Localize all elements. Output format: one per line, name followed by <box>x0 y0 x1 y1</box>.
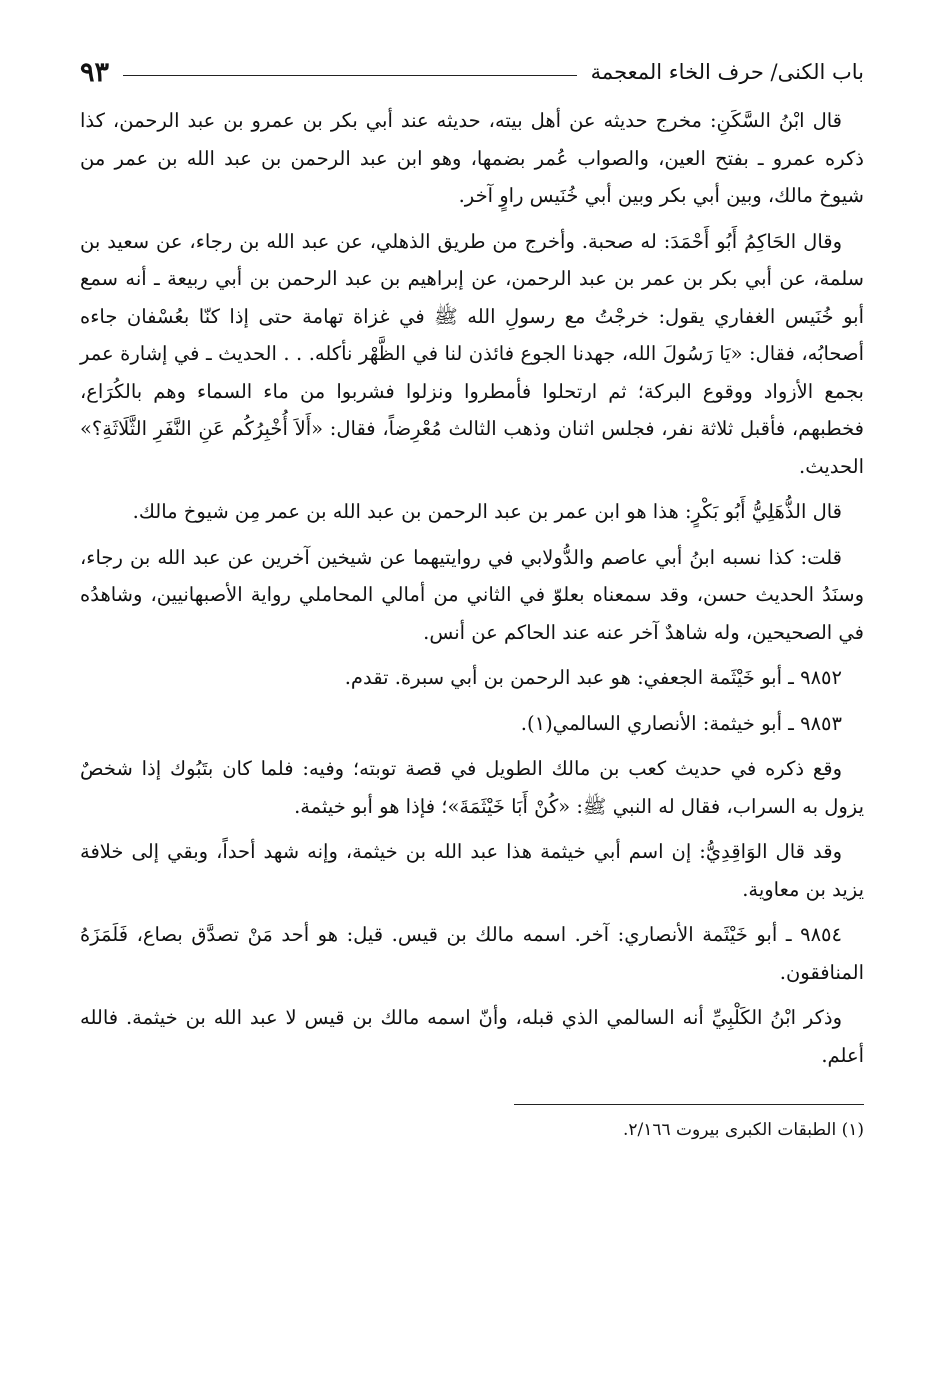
paragraph-al-waqidi: وقد قال الوَاقِدِيُّ: إن اسم أبي خيثمة هذا عبد الله بن خيثمة، وإنه شهد أحداً، وبقي إلى خلافة يزيد بن معاوية. <box>80 840 864 901</box>
page-header <box>80 52 864 92</box>
running-title: باب الكنى/ حرف الخاء المعجمة <box>590 60 864 84</box>
paragraph-kaab-story: وقع ذكره في حديث كعب بن مالك الطويل في قصة توبته؛ وفيه: فلما كان بتَبُوك إذا شخصٌ يزول به السراب، فقال له النبي ﷺ: «كُنْ أَبَا خَيْثَمَةَ»؛ فإذا هو أبو خيثمة. <box>80 757 864 818</box>
page-number: ٩٣ <box>80 56 110 88</box>
entry-9853: ٩٨٥٣ ـ أبو خيثمة: الأنصاري السالمي(١). <box>520 711 842 735</box>
entry-9852: ٩٨٥٢ ـ أبو خَيْثَمة الجعفي: هو عبد الرحمن بن أبي سبرة. تقدم. <box>344 666 842 689</box>
paragraph-ibn-al-kalbi: وذكر ابْنُ الكَلْبِيِّ أنه السالمي الذي قبله، وأنّ اسمه مالك بن قيس لا عبد الله بن خيثمة. فالله أعلم. <box>80 1006 864 1067</box>
header-rule <box>123 75 577 76</box>
paragraph-ibn-al-sakan: قال ابْنُ السَّكَنِ: مخرج حديثه عن أهل بيته، حديثه عند أبي بكر بن عمرو بن عبد الرحمن، كذا ذكره عمرو ـ بفتح العين، والصواب عُمر بضمها، وهو ابن عبد الرحمن بن عبد الله بن عمر من شيوخ مالك، وبين أبي بكر وبين أبي خُنَيس راوٍ آخر. <box>80 109 864 207</box>
paragraph-qultu: قلت: كذا نسبه ابنُ أبي عاصم والدُّولابي في روايتيهما عن شيخين آخرين عن عبد الله بن رجاء، وسنَدُ الحديث حسن، وقد سمعناه بعلوّ في الثاني من أمالي المحاملي رواية الأصبهانيين، وشاهدُه في الصحيحين، وله شاهدٌ آخر عنه عند الحاكم عن أنس. <box>80 545 864 644</box>
paragraph-al-dhuhali: قال الذُّهَلِيُّ أَبُو بَكْرٍ: هذا هو ابن عمر بن عبد الرحمن بن عبد الله بن عمر مِن شيوخ مالك. <box>132 500 842 523</box>
footnote: (١) الطبقات الكبرى بيروت ٢/١٦٦. <box>622 1120 864 1140</box>
entry-9854: ٩٨٥٤ ـ أبو خَيْثَمة الأنصاري: آخر. اسمه مالك بن قيس. قيل: هو أحد مَنْ تصدَّق بصاع، فَلَمَزَهُ المنافقون. <box>80 923 864 984</box>
footnote-rule <box>514 1104 864 1105</box>
paragraph-al-hakim: وقال الحَاكِمُ أَبُو أَحْمَدَ: له صحبة. وأخرج من طريق الذهلي، عن عبد الله بن رجاء، عن سعيد بن سلمة، عن أبي بكر بن عمر بن عبد الرحمن، عن إبراهيم بن عبد الرحمن بن أبي ربيعة ـ أنه سمع أبو خُنَيس الغفاري يقول: خرجْتُ مع رسولِ الله ﷺ في غزاة تهامة حتى إذا كنّا بعُسْفان جاءه أصحابُه، فقال: «يَا رَسُولَ الله، جهدنا الجوع فائذن لنا في الظَّهْر نأكله. . . الحديث ـ في إشارة عمر بجمع الأزواد ووقوع البركة؛ ثم ارتحلوا فأمطروا ونزلوا فشربوا من ماء السماء وهم بالكُرَاع، فخطبهم، فأقبل ثلاثة نفر، فجلس اثنان وذهب الثالث مُعْرِضاً، فقال: «أَلاَ أُخْبِرُكُم عَنِ النَّفَرِ الثَّلَاثَةِ؟» الحديث. <box>80 229 864 478</box>
